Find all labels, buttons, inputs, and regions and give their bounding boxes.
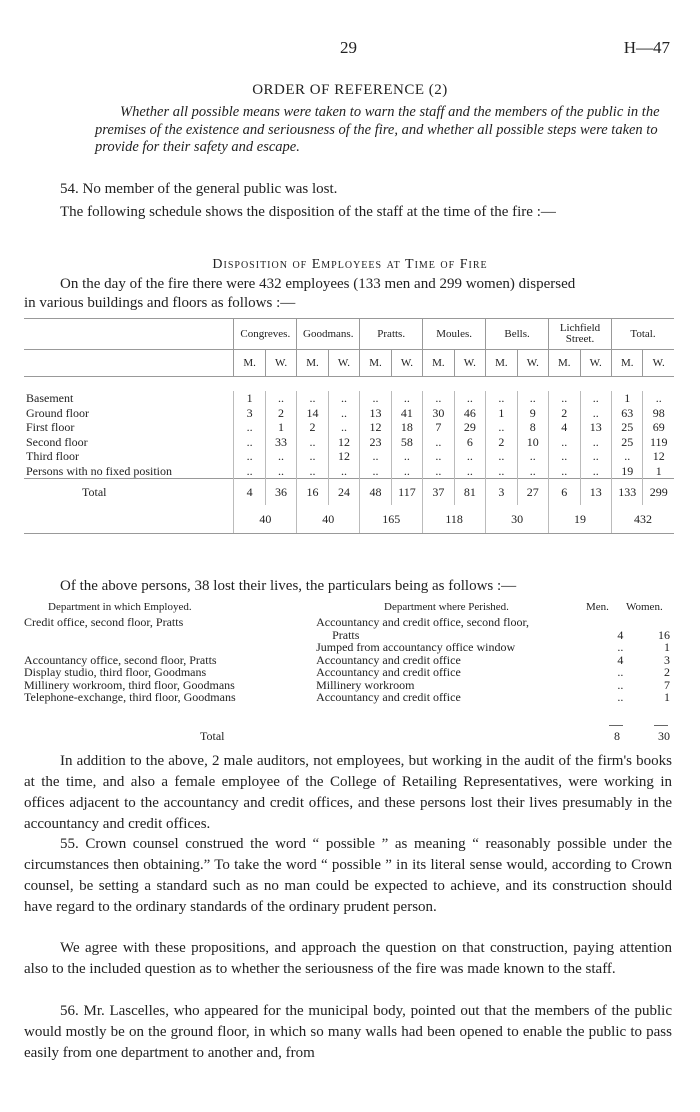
employee-cell: .. (517, 449, 548, 464)
women-count: 2 (664, 665, 670, 679)
employee-cell: .. (423, 464, 454, 479)
employee-cell: .. (580, 435, 611, 450)
casualty-row (24, 666, 674, 679)
employee-cell: 7 (423, 420, 454, 435)
employee-cell: 1 (486, 406, 517, 421)
employee-cell: .. (297, 391, 328, 406)
employees-table (24, 318, 674, 534)
department-employed (24, 629, 316, 642)
disposition-title: Disposition of Employees at Time of Fire (212, 257, 488, 272)
employee-cell: .. (234, 464, 265, 479)
women-header: W. (517, 350, 548, 377)
department-employed: Display studio, third floor, Goodmans (24, 665, 207, 679)
employee-cell: 29 (454, 420, 485, 435)
department-perished: Accountancy and credit office (316, 690, 461, 704)
employee-cell: 58 (391, 435, 422, 450)
employee-cell: 2 (297, 420, 328, 435)
employees-body (24, 391, 674, 479)
department-employed: Millinery workroom, third floor, Goodmans (24, 677, 235, 692)
men-count: 4 (617, 652, 624, 667)
department-perished: Accountancy and credit office (316, 665, 461, 679)
men-count (586, 616, 623, 629)
employee-cell: .. (265, 464, 296, 479)
employee-cell: 1 (611, 391, 642, 406)
women-count: 7 (664, 677, 670, 692)
total-cell: 13 (580, 479, 611, 506)
employee-cell: .. (234, 435, 265, 450)
employee-cell: 46 (454, 406, 485, 421)
employee-cell: 19 (611, 464, 642, 479)
total-cell: 133 (611, 479, 642, 506)
sum-cell: 118 (423, 505, 486, 534)
casualties-total-women: 30 (658, 729, 670, 743)
employee-cell: .. (265, 449, 296, 464)
employee-cell: .. (580, 406, 611, 421)
employee-cell: .. (360, 464, 391, 479)
women-column-header: Women. (626, 601, 663, 613)
employee-row (24, 435, 674, 450)
casualty-row (24, 691, 674, 704)
employee-cell: 63 (611, 406, 642, 421)
department-employed: Telephone-exchange, third floor, Goodmans (24, 690, 236, 704)
casualties-table (24, 616, 674, 704)
department-perished: Pratts (332, 627, 360, 642)
employee-cell: 12 (643, 449, 674, 464)
employee-cell: 1 (265, 420, 296, 435)
floor-label: Third floor (26, 449, 79, 463)
casualties-total-label: Total (200, 729, 225, 743)
women-count (623, 616, 674, 629)
employee-cell: 9 (517, 406, 548, 421)
department-perished: Accountancy and credit office, second floor, (316, 615, 529, 629)
employee-cell: 13 (360, 406, 391, 421)
men-header: M. (234, 350, 265, 377)
department-perished: Millinery workroom (316, 677, 415, 692)
men-count: .. (617, 690, 624, 704)
total-cell: 3 (486, 479, 517, 506)
men-column-header: Men. (586, 601, 609, 613)
sum-cell: 165 (360, 505, 423, 534)
employee-cell: .. (611, 449, 642, 464)
men-count: .. (617, 677, 624, 692)
employee-cell: 25 (611, 420, 642, 435)
sum-cell: 30 (486, 505, 549, 534)
group-header: Total. (611, 319, 674, 350)
floor-label: Second floor (26, 434, 88, 449)
group-header: Bells. (486, 319, 549, 350)
employee-row (24, 420, 674, 435)
employee-cell: .. (454, 391, 485, 406)
men-count: .. (617, 665, 624, 679)
employee-cell: .. (486, 449, 517, 464)
employee-cell: 4 (549, 420, 580, 435)
employee-cell: .. (643, 391, 674, 406)
employee-cell: .. (423, 391, 454, 406)
men-header: M. (486, 350, 517, 377)
employee-cell: 2 (549, 406, 580, 421)
reference-question: Whether all possible means were taken to warn the staff and the members of the public in the premises of the existence and seriousness of the fire, and whether all possible steps were taken to provide for their safety and escape. (95, 104, 660, 155)
employee-cell: 69 (643, 420, 674, 435)
employee-cell: .. (517, 391, 548, 406)
employee-cell: .. (297, 464, 328, 479)
sum-cell: 432 (611, 505, 674, 534)
document-code: H—47 (623, 38, 670, 57)
employee-cell: 10 (517, 435, 548, 450)
sub-header-row (24, 350, 674, 377)
employee-cell: .. (391, 391, 422, 406)
women-header: W. (643, 350, 674, 377)
group-header: Moules. (423, 319, 486, 350)
employee-cell: 1 (643, 464, 674, 479)
employee-cell: 8 (517, 420, 548, 435)
employee-cell: .. (580, 391, 611, 406)
sum-cell: 19 (549, 505, 612, 534)
employee-cell: 30 (423, 406, 454, 421)
floor-label: Basement (26, 391, 74, 405)
employee-cell: .. (297, 435, 328, 450)
men-header: M. (297, 350, 328, 377)
schedule-intro: The following schedule shows the disposition of the staff at the time of the fire :— (60, 204, 556, 220)
group-header: Goodmans. (297, 319, 360, 350)
total-cell: 6 (549, 479, 580, 506)
men-count: .. (617, 640, 624, 654)
total-label: Total (24, 479, 234, 506)
employee-cell: 12 (360, 420, 391, 435)
casualty-row (24, 616, 674, 629)
employee-cell: .. (549, 435, 580, 450)
department-perished-header: Department where Perished. (384, 601, 509, 613)
employee-cell: .. (328, 420, 359, 435)
employee-cell: .. (517, 464, 548, 479)
floor-label: Ground floor (26, 405, 89, 420)
employee-cell: .. (423, 449, 454, 464)
women-header: W. (454, 350, 485, 377)
total-cell: 24 (328, 479, 359, 506)
women-count: 3 (664, 652, 670, 667)
casualties-total-men: 8 (614, 729, 620, 743)
paragraph-55: 55. Crown counsel construed the word “ possible ” as meaning “ reasonably possible under the circumstances then obtaining.” To take the word “ possible ” in its literal sense would, according to Crown counsel, be setting a standard such as no man could be expected to achieve, and its construction should have regard to the ordinary standards of the ordinary prudent person. (24, 836, 672, 915)
women-count: 1 (664, 640, 670, 654)
employee-cell: .. (360, 449, 391, 464)
employee-cell: 3 (234, 406, 265, 421)
sum-cell: 40 (297, 505, 360, 534)
employee-cell: .. (360, 391, 391, 406)
agree-paragraph: We agree with these propositions, and approach the question on that construction, paying attention also to the included question as to whether the seriousness of the fire was made known to the staff. (24, 940, 672, 977)
total-row (24, 479, 674, 506)
employee-cell: .. (486, 464, 517, 479)
department-employed-header: Department in which Employed. (48, 601, 192, 613)
employee-cell: 12 (328, 435, 359, 450)
employee-cell: .. (549, 391, 580, 406)
employee-cell: .. (265, 391, 296, 406)
employee-cell: .. (423, 435, 454, 450)
disposition-intro-1: On the day of the fire there were 432 employees (133 men and 299 women) dispersed (60, 276, 576, 292)
employee-cell: .. (234, 420, 265, 435)
reference-title: ORDER OF REFERENCE (2) (252, 82, 448, 98)
total-cell: 299 (643, 479, 674, 506)
total-cell: 16 (297, 479, 328, 506)
total-cell: 81 (454, 479, 485, 506)
floor-label: First floor (26, 420, 75, 434)
women-header: W. (265, 350, 296, 377)
department-perished: Accountancy and credit office (316, 652, 461, 667)
employee-cell: 119 (643, 435, 674, 450)
floor-label: Persons with no fixed position (26, 463, 172, 478)
total-cell: 27 (517, 479, 548, 506)
employee-cell: .. (486, 420, 517, 435)
group-header: Lichfield Street. (549, 319, 612, 350)
women-header: W. (391, 350, 422, 377)
employee-cell: .. (328, 406, 359, 421)
employee-cell: 23 (360, 435, 391, 450)
casualties-body (24, 616, 674, 704)
women-header: W. (580, 350, 611, 377)
employee-row (24, 464, 674, 479)
paragraph-56: 56. Mr. Lascelles, who appeared for the municipal body, pointed out that the members of the public would mostly be on the ground floor, in which so many walls had been opened to enable the public to pass easily from one department to another and, from (24, 1003, 672, 1061)
employee-cell: 6 (454, 435, 485, 450)
addition-paragraph: In addition to the above, 2 male auditors, not employees, but working in the audit of the firm's books at the time, and also a female employee of the College of Retailing Representatives, were working in offices adjacent to the accountancy and credit offices, and these persons lost their lives presumably in the accountancy and credit offices. (24, 753, 672, 832)
employee-cell: 98 (643, 406, 674, 421)
sum-cell: 40 (234, 505, 297, 534)
total-cell: 36 (265, 479, 296, 506)
women-header: W. (328, 350, 359, 377)
employee-row (24, 406, 674, 421)
employee-cell: 14 (297, 406, 328, 421)
group-header: Pratts. (360, 319, 423, 350)
total-cell: 48 (360, 479, 391, 506)
employee-cell: 41 (391, 406, 422, 421)
department-perished: Jumped from accountancy office window (316, 640, 516, 654)
employee-cell: .. (549, 449, 580, 464)
men-count: 4 (617, 627, 624, 642)
department-employed: Credit office, second floor, Pratts (24, 615, 184, 629)
employee-row (24, 391, 674, 406)
women-count: 1 (664, 690, 670, 704)
employee-cell: 13 (580, 420, 611, 435)
employee-cell: .. (580, 464, 611, 479)
men-header: M. (360, 350, 391, 377)
employee-cell: 33 (265, 435, 296, 450)
men-header: M. (423, 350, 454, 377)
employee-cell: 1 (234, 391, 265, 406)
employee-cell: .. (454, 449, 485, 464)
employee-cell: .. (328, 391, 359, 406)
casualties-intro: Of the above persons, 38 lost their lives, the particulars being as follows :— (60, 578, 517, 594)
total-cell: 117 (391, 479, 422, 506)
page-number: 29 (340, 38, 357, 57)
women-count: 16 (658, 627, 670, 642)
employee-cell: .. (297, 449, 328, 464)
employee-cell: .. (549, 464, 580, 479)
paragraph-54: 54. No member of the general public was lost. (60, 181, 338, 197)
department-employed (24, 641, 316, 654)
employee-cell: .. (580, 449, 611, 464)
department-employed: Accountancy office, second floor, Pratts (24, 652, 217, 667)
employee-cell: .. (391, 449, 422, 464)
total-cell: 4 (234, 479, 265, 506)
casualty-row (24, 641, 674, 654)
sum-row (24, 505, 674, 534)
men-header: M. (549, 350, 580, 377)
total-cell: 37 (423, 479, 454, 506)
employee-cell: .. (391, 464, 422, 479)
employee-cell: .. (486, 391, 517, 406)
employee-cell: 18 (391, 420, 422, 435)
employee-cell: 25 (611, 435, 642, 450)
group-header-row (24, 319, 674, 350)
employee-cell: .. (454, 464, 485, 479)
employee-cell: 2 (265, 406, 296, 421)
group-header: Congreves. (234, 319, 297, 350)
employee-cell: .. (234, 449, 265, 464)
disposition-intro-2: in various buildings and floors as follows :— (24, 295, 296, 311)
employee-cell: .. (328, 464, 359, 479)
employee-cell: 2 (486, 435, 517, 450)
men-header: M. (611, 350, 642, 377)
employee-cell: 12 (328, 449, 359, 464)
employee-row (24, 449, 674, 464)
